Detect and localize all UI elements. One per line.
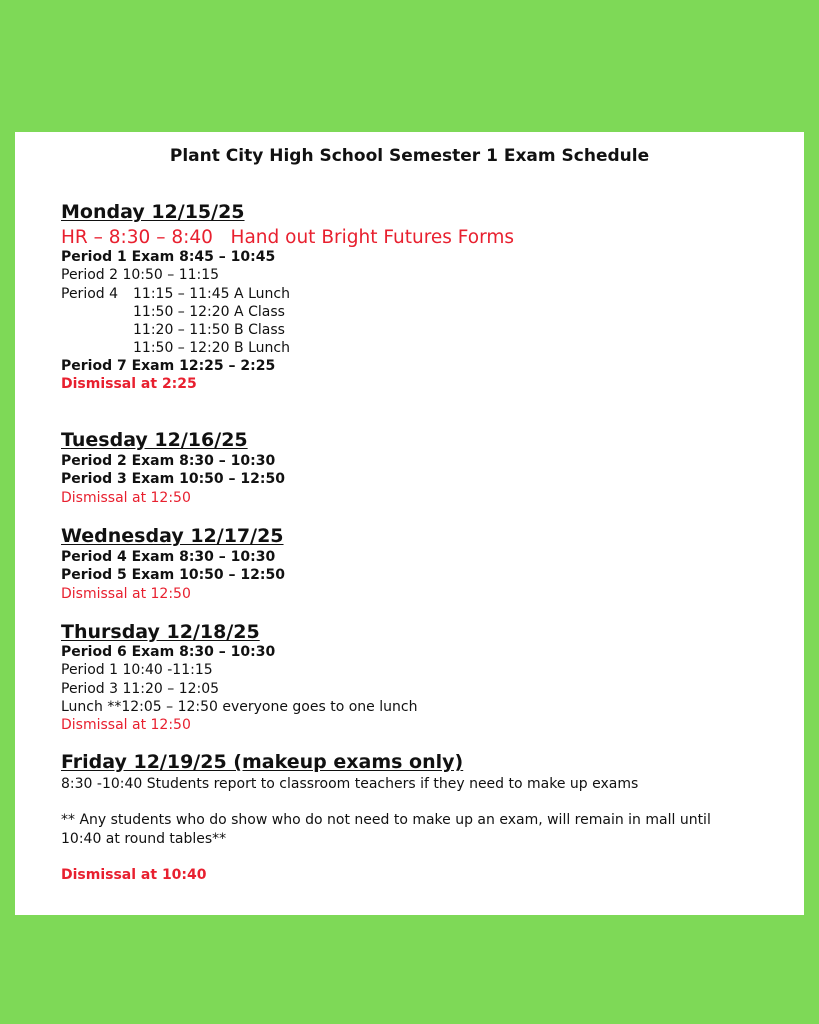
- monday-period-4-row: 11:15 – 11:45 A Lunch: [133, 286, 290, 302]
- wednesday-dismissal: Dismissal at 12:50: [61, 586, 191, 602]
- wednesday-heading: Wednesday 12/17/25: [61, 525, 284, 547]
- tuesday-row: Period 2 Exam 8:30 – 10:30: [61, 453, 276, 469]
- monday-homeroom: [61, 227, 514, 248]
- friday-line: 8:30 -10:40 Students report to classroom teachers if they need to make up exams: [61, 776, 639, 792]
- thursday-dismissal: Dismissal at 12:50: [61, 717, 191, 733]
- monday-period-2: Period 2 10:50 – 11:15: [61, 267, 220, 283]
- document-title: Plant City High School Semester 1 Exam Schedule: [169, 146, 650, 166]
- monday-period-4-row: 11:50 – 12:20 B Lunch: [133, 340, 290, 356]
- thursday-exam: Period 6 Exam 8:30 – 10:30: [61, 644, 276, 660]
- thursday-row: Period 3 11:20 – 12:05: [61, 681, 220, 697]
- wednesday-row: Period 5 Exam 10:50 – 12:50: [61, 567, 285, 583]
- friday-note-continued: 10:40 at round tables**: [61, 831, 227, 847]
- monday-period-4-label: Period 4: [61, 286, 119, 302]
- monday-dismissal: Dismissal at 2:25: [61, 376, 197, 392]
- monday-period-7: Period 7 Exam 12:25 – 2:25: [61, 358, 276, 374]
- friday-heading: Friday 12/19/25 (makeup exams only): [61, 751, 464, 773]
- tuesday-heading: Tuesday 12/16/25: [61, 429, 248, 451]
- homeroom-time: HR – 8:30 – 8:40: [61, 227, 213, 248]
- thursday-row: Lunch **12:05 – 12:50 everyone goes to one lunch: [61, 699, 418, 715]
- schedule-document: [15, 132, 804, 915]
- monday-heading: Monday 12/15/25: [61, 201, 245, 223]
- thursday-heading: Thursday 12/18/25: [61, 621, 260, 643]
- thursday-row: Period 1 10:40 -11:15: [61, 662, 213, 678]
- wednesday-row: Period 4 Exam 8:30 – 10:30: [61, 549, 276, 565]
- homeroom-note: Hand out Bright Futures Forms: [230, 227, 515, 248]
- tuesday-dismissal: Dismissal at 12:50: [61, 490, 191, 506]
- monday-period-4-row: 11:20 – 11:50 B Class: [133, 322, 285, 338]
- friday-dismissal: Dismissal at 10:40: [61, 867, 207, 883]
- monday-period-4-row: 11:50 – 12:20 A Class: [133, 304, 285, 320]
- tuesday-row: Period 3 Exam 10:50 – 12:50: [61, 471, 285, 487]
- monday-period-1: Period 1 Exam 8:45 – 10:45: [61, 249, 276, 265]
- friday-note: ** Any students who do show who do not need to make up an exam, will remain in mall until: [61, 812, 711, 828]
